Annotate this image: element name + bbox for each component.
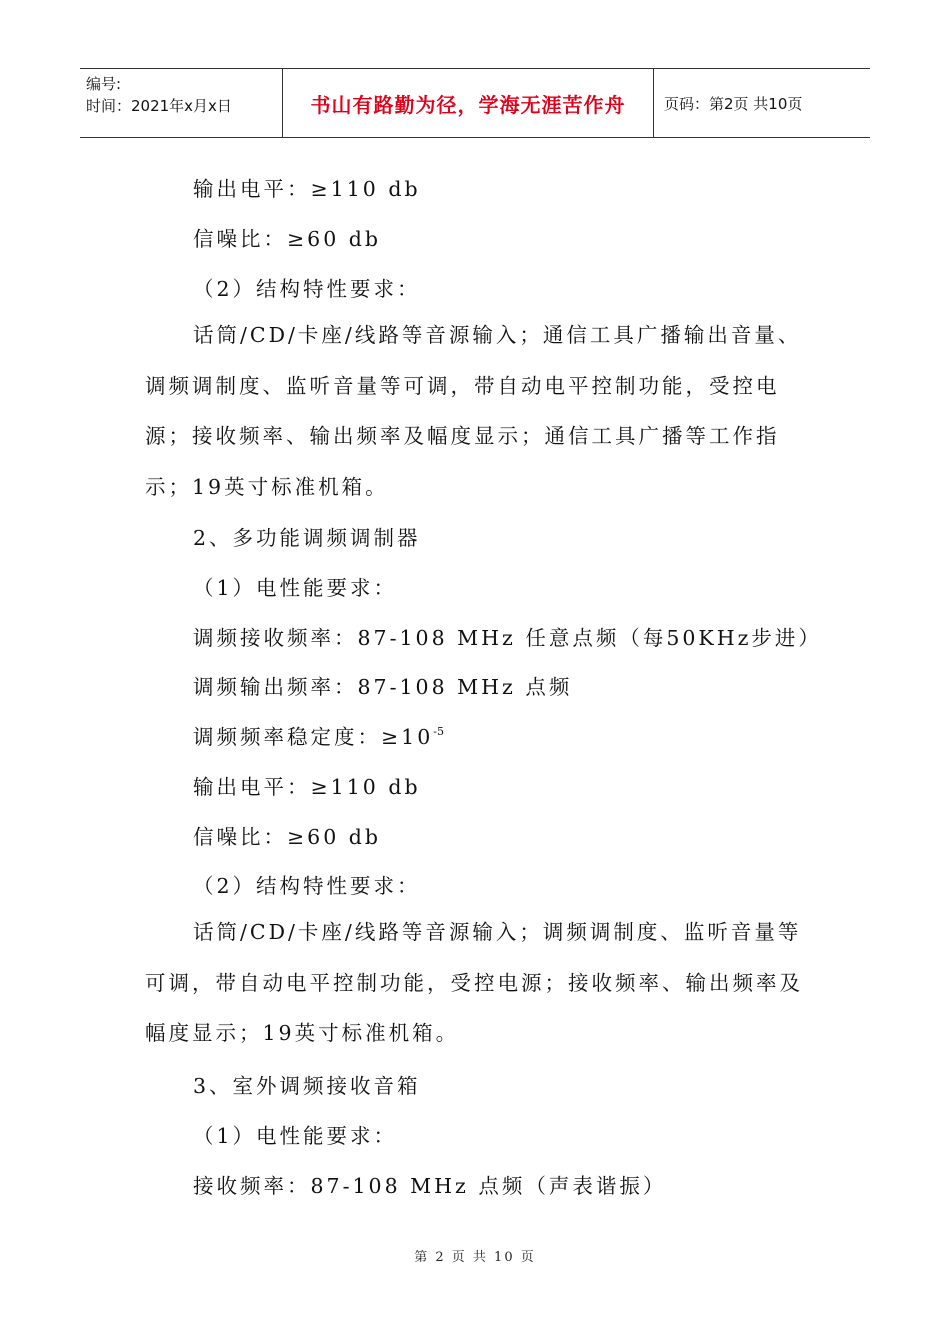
page-header (80, 68, 870, 138)
header-motto: 书山有路勤为径，学海无涯苦作舟 (282, 69, 654, 137)
section-heading: 2、多功能调频调制器 (193, 526, 421, 550)
body-line: 调频接收频率：87-108 MHz 任意点频（每50KHz步进） (193, 626, 822, 650)
body-line: （2）结构特性要求： (193, 874, 421, 898)
body-line: 输出电平：≥110 db (193, 775, 421, 799)
stability-exponent: -5 (433, 725, 444, 738)
body-line: （1）电性能要求： (193, 576, 398, 600)
stability-text: 调频频率稳定度：≥10 (193, 725, 434, 749)
body-line: 信噪比：≥60 db (193, 227, 382, 251)
body-line: 信噪比：≥60 db (193, 825, 382, 849)
time-label: 时间：2021年x月x日 (86, 97, 232, 115)
body-line: （1）电性能要求： (193, 1124, 398, 1148)
page-footer: 第 2 页 共 10 页 (414, 1250, 536, 1265)
number-label: 编号: (86, 75, 122, 93)
body-line: 调频输出频率：87-108 MHz 点频 (193, 675, 573, 699)
header-page-info: 页码：第2页 共10页 (664, 94, 803, 113)
body-line-stability (193, 720, 444, 750)
body-line: （2）结构特性要求： (193, 277, 421, 301)
body-paragraph: 话筒/CD/卡座/线路等音源输入；通信工具广播输出音量、调频调制度、监听音量等可调，带自动电平控制功能，受控电源；接收频率、输出频率及幅度显示；通信工具广播等工作指示；19英寸标准机箱。 (145, 323, 802, 499)
body-line: 输出电平：≥110 db (193, 177, 421, 201)
body-paragraph: 话筒/CD/卡座/线路等音源输入；调频调制度、监听音量等可调，带自动电平控制功能，受控电源；接收频率、输出频率及幅度显示；19英寸标准机箱。 (145, 920, 803, 1045)
header-meta (80, 69, 282, 137)
body-line: 接收频率：87-108 MHz 点频（声表谐振） (193, 1174, 667, 1198)
section-heading: 3、室外调频接收音箱 (193, 1074, 421, 1098)
